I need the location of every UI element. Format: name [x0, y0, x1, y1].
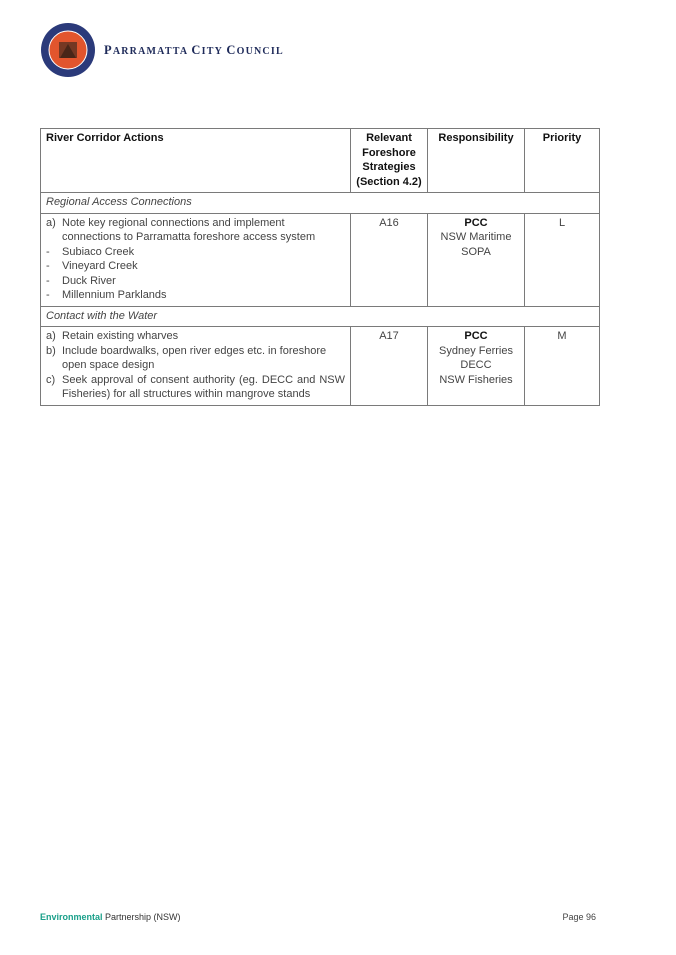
list-item: - Duck River: [46, 274, 116, 287]
council-name: PARRAMATTA CITY COUNCIL: [104, 43, 284, 57]
footer-organisation: [40, 912, 181, 922]
strategy-cell: A17: [351, 327, 428, 406]
column-header-strategies: Relevant Foreshore Strategies (Section 4.2): [351, 129, 428, 193]
list-item: c) Seek approval of consent authority (eg. DECC and NSW Fisheries) for all structures within mangrove stands: [46, 373, 345, 400]
responsibility-cell: [428, 213, 525, 306]
responsibility-line: NSW Maritime: [440, 231, 512, 243]
list-item: b) Include boardwalks, open river edges etc. in foreshore open space design: [46, 344, 327, 371]
council-logo-icon: [40, 22, 96, 78]
priority-cell: L: [525, 213, 600, 306]
responsibility-lead: PCC: [464, 330, 488, 342]
responsibility-line: Sydney Ferries: [439, 344, 513, 357]
responsibility-line: SOPA: [461, 245, 491, 258]
responsibility-lead: PCC: [464, 216, 488, 229]
actions-cell: [41, 327, 351, 406]
list-item: - Millennium Parklands: [46, 289, 167, 301]
strategy-cell: A16: [351, 213, 428, 306]
section-title: Regional Access Connections: [41, 193, 600, 214]
list-item: a) Note key regional connections and implement connections to Parramatta foreshore access system: [46, 216, 316, 243]
footer-org-rest: Partnership (NSW): [102, 912, 181, 922]
page-header: [40, 22, 300, 78]
responsibility-cell: [428, 327, 525, 406]
column-header-actions: River Corridor Actions: [41, 129, 351, 193]
list-item: a) Retain existing wharves: [46, 330, 179, 342]
river-corridor-actions-table: [40, 128, 600, 406]
actions-cell: [41, 213, 351, 306]
column-header-responsibility: Responsibility: [428, 129, 525, 193]
table-header-row: [41, 129, 600, 193]
table-row: [41, 327, 600, 406]
responsibility-line: NSW Fisheries: [439, 373, 513, 386]
table-row: [41, 213, 600, 306]
column-header-priority: Priority: [525, 129, 600, 193]
priority-cell: M: [525, 327, 600, 406]
list-item: - Subiaco Creek: [46, 245, 135, 258]
section-title: Contact with the Water: [41, 306, 600, 327]
list-item: - Vineyard Creek: [46, 260, 138, 272]
responsibility-line: DECC: [460, 359, 492, 371]
section-row: [41, 193, 600, 214]
page-number: Page 96: [562, 912, 596, 922]
section-row: [41, 306, 600, 327]
footer-org-highlight: Environmental: [40, 912, 103, 922]
